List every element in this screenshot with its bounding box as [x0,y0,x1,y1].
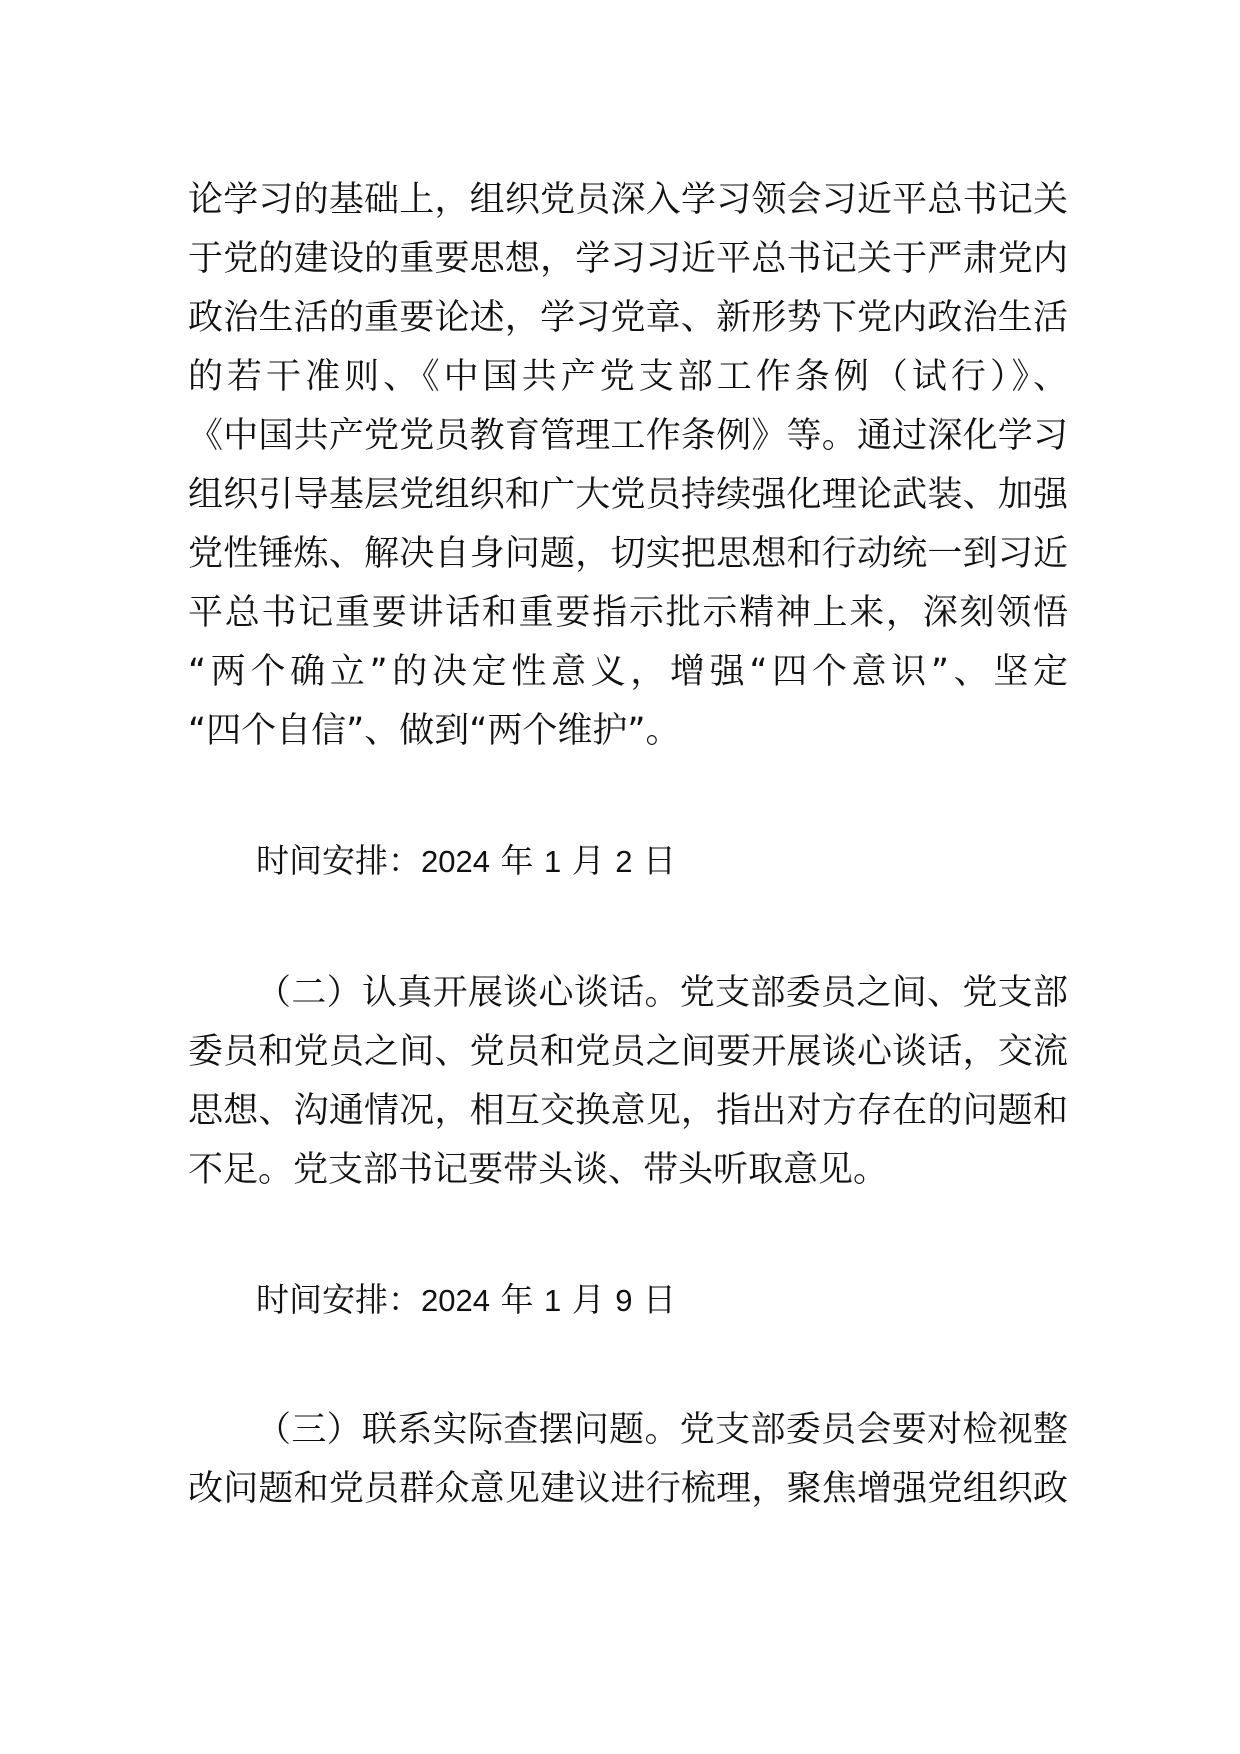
schedule-month-unit: 月 [571,841,605,880]
schedule-year-unit: 年 [500,1280,534,1319]
paragraph-line: 组织引导基层党组织和广大党员持续强化理论武装、加强 [188,475,1068,515]
schedule-day-unit: 日 [642,841,676,880]
schedule-month-unit: 月 [571,1280,605,1319]
schedule-year-unit: 年 [500,841,534,880]
paragraph-line: （二）认真开展谈心谈话。党支部委员之间、党支部 [256,973,1068,1013]
schedule-day-unit: 日 [642,1280,676,1319]
schedule-line [256,1273,676,1327]
schedule-year: 2024 [421,844,490,879]
paragraph-line: “四个自信”、做到“两个维护”。 [188,711,681,751]
paragraph-line: 的若干准则、《中国共产党支部工作条例（试行）》、 [188,357,1068,397]
paragraph-line: 平总书记重要讲话和重要指示批示精神上来，深刻领悟 [188,593,1068,633]
paragraph-line: 于党的建设的重要思想，学习习近平总书记关于严肃党内 [188,239,1068,279]
paragraph-line: 委员和党员之间、党员和党员之间要开展谈心谈话，交流 [188,1032,1068,1072]
schedule-line [256,834,676,888]
schedule-month: 1 [543,844,562,879]
schedule-day: 9 [615,1283,633,1318]
paragraph-line: 不足。党支部书记要带头谈、带头听取意见。 [188,1150,889,1190]
paragraph-line: 政治生活的重要论述，学习党章、新形势下党内政治生活 [188,298,1068,338]
paragraph-line: 《中国共产党党员教育管理工作条例》等。通过深化学习 [188,416,1068,456]
schedule-year: 2024 [421,1283,490,1318]
paragraph-line: 党性锤炼、解决自身问题，切实把思想和行动统一到习近 [188,534,1068,574]
schedule-day: 2 [615,844,633,879]
schedule-month: 1 [543,1283,562,1318]
schedule-label: 时间安排： [256,1280,421,1319]
paragraph-line: （三）联系实际查摆问题。党支部委员会要对检视整 [256,1410,1068,1450]
paragraph-line: 改问题和党员群众意见建议进行梳理，聚焦增强党组织政 [188,1469,1068,1509]
paragraph-line: 思想、沟通情况，相互交换意见，指出对方存在的问题和 [188,1091,1068,1131]
paragraph-line: 论学习的基础上，组织党员深入学习领会习近平总书记关 [188,180,1068,220]
paragraph-line: “两个确立”的决定性意义，增强“四个意识”、坚定 [188,652,1068,692]
schedule-label: 时间安排： [256,841,421,880]
